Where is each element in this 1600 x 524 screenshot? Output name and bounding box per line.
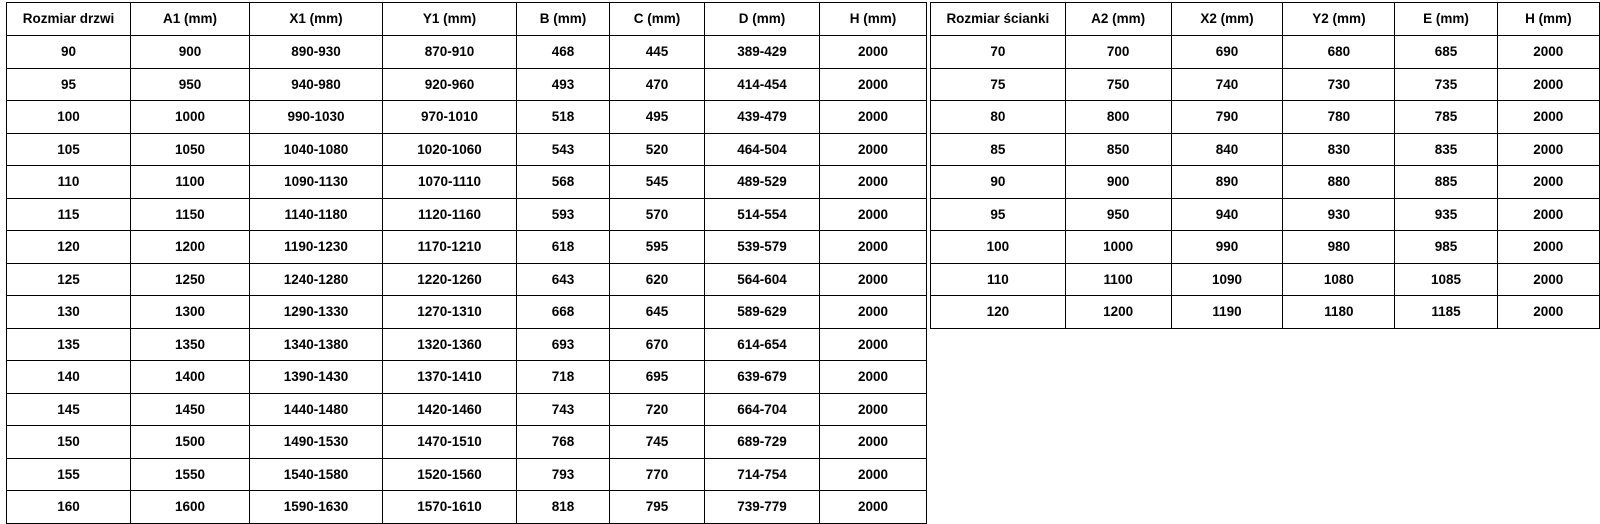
cell-size: 155: [7, 458, 131, 491]
cell-d: 389-429: [705, 36, 820, 69]
cell-a1: 950: [131, 68, 250, 101]
cell-x1: 940-980: [250, 68, 383, 101]
cell-d: 614-654: [705, 328, 820, 361]
cell-x1: 1290-1330: [250, 296, 383, 329]
cell-y2: 1080: [1283, 263, 1395, 296]
cell-c: 770: [610, 458, 705, 491]
cell-x2: 1190: [1171, 296, 1283, 329]
cell-a2: 700: [1065, 36, 1171, 69]
table-row: [931, 166, 1600, 199]
cell-h: 2000: [820, 296, 927, 329]
cell-h: 2000: [1497, 263, 1599, 296]
table-row: [7, 133, 927, 166]
cell-a1: 1450: [131, 393, 250, 426]
cell-d: 439-479: [705, 101, 820, 134]
cell-b: 618: [517, 231, 610, 264]
cell-h: 2000: [820, 198, 927, 231]
cell-h: 2000: [820, 361, 927, 394]
cell-size: 110: [7, 166, 131, 199]
table-row: [7, 198, 927, 231]
cell-d: 639-679: [705, 361, 820, 394]
cell-c: 720: [610, 393, 705, 426]
cell-a1: 1400: [131, 361, 250, 394]
cell-e: 685: [1395, 36, 1497, 69]
cell-size: 125: [7, 263, 131, 296]
cell-d: 464-504: [705, 133, 820, 166]
cell-x2: 740: [1171, 68, 1283, 101]
cell-d: 539-579: [705, 231, 820, 264]
cell-x1: 1190-1230: [250, 231, 383, 264]
wall-table-header: [931, 3, 1600, 36]
cell-a2: 1000: [1065, 231, 1171, 264]
cell-d: 414-454: [705, 68, 820, 101]
cell-x1: 1090-1130: [250, 166, 383, 199]
cell-x1: 1240-1280: [250, 263, 383, 296]
cell-a1: 1600: [131, 491, 250, 524]
cell-a1: 1250: [131, 263, 250, 296]
table-header-row: [931, 3, 1600, 36]
cell-x1: 1590-1630: [250, 491, 383, 524]
cell-x1: 1040-1080: [250, 133, 383, 166]
cell-e: 985: [1395, 231, 1497, 264]
cell-a1: 1200: [131, 231, 250, 264]
cell-size: 95: [7, 68, 131, 101]
cell-b: 818: [517, 491, 610, 524]
table-row: [7, 231, 927, 264]
cell-y1: 1420-1460: [383, 393, 517, 426]
cell-h: 2000: [820, 68, 927, 101]
table-row: [931, 263, 1600, 296]
cell-c: 470: [610, 68, 705, 101]
cell-a1: 1550: [131, 458, 250, 491]
table-row: [7, 491, 927, 524]
table-row: [931, 101, 1600, 134]
wall-panel-size-table: [930, 2, 1600, 329]
column-header-a1: A1 (mm): [131, 3, 250, 36]
cell-size: 105: [7, 133, 131, 166]
cell-c: 670: [610, 328, 705, 361]
cell-a1: 1300: [131, 296, 250, 329]
cell-e: 1085: [1395, 263, 1497, 296]
cell-c: 645: [610, 296, 705, 329]
cell-e: 835: [1395, 133, 1497, 166]
cell-a1: 1000: [131, 101, 250, 134]
cell-x1: 1140-1180: [250, 198, 383, 231]
cell-y1: 920-960: [383, 68, 517, 101]
cell-y1: 1470-1510: [383, 426, 517, 459]
cell-h: 2000: [1497, 296, 1599, 329]
cell-size: 130: [7, 296, 131, 329]
cell-x2: 940: [1171, 198, 1283, 231]
cell-y2: 880: [1283, 166, 1395, 199]
cell-a1: 1500: [131, 426, 250, 459]
cell-e: 1185: [1395, 296, 1497, 329]
cell-b: 718: [517, 361, 610, 394]
cell-c: 620: [610, 263, 705, 296]
cell-y1: 1020-1060: [383, 133, 517, 166]
cell-a2: 900: [1065, 166, 1171, 199]
cell-y2: 730: [1283, 68, 1395, 101]
wall-table-body: [931, 36, 1600, 329]
cell-y1: 1570-1610: [383, 491, 517, 524]
cell-h: 2000: [1497, 68, 1599, 101]
cell-h: 2000: [820, 426, 927, 459]
cell-size: 95: [931, 198, 1066, 231]
table-row: [7, 328, 927, 361]
cell-size: 120: [7, 231, 131, 264]
cell-size: 100: [931, 231, 1066, 264]
cell-size: 150: [7, 426, 131, 459]
cell-x1: 1490-1530: [250, 426, 383, 459]
cell-c: 445: [610, 36, 705, 69]
cell-size: 70: [931, 36, 1066, 69]
cell-size: 140: [7, 361, 131, 394]
cell-c: 695: [610, 361, 705, 394]
cell-e: 785: [1395, 101, 1497, 134]
cell-a1: 1050: [131, 133, 250, 166]
table-row: [931, 36, 1600, 69]
cell-size: 160: [7, 491, 131, 524]
column-header-x1: X1 (mm): [250, 3, 383, 36]
cell-y1: 1070-1110: [383, 166, 517, 199]
cell-b: 643: [517, 263, 610, 296]
cell-x1: 1390-1430: [250, 361, 383, 394]
cell-size: 115: [7, 198, 131, 231]
cell-h: 2000: [1497, 133, 1599, 166]
table-row: [7, 101, 927, 134]
cell-x1: 1540-1580: [250, 458, 383, 491]
cell-size: 90: [931, 166, 1066, 199]
cell-y1: 1370-1410: [383, 361, 517, 394]
cell-y1: 970-1010: [383, 101, 517, 134]
table-row: [931, 133, 1600, 166]
cell-a2: 850: [1065, 133, 1171, 166]
table-row: [931, 296, 1600, 329]
cell-x2: 790: [1171, 101, 1283, 134]
cell-a2: 1200: [1065, 296, 1171, 329]
door-size-table: [6, 2, 927, 524]
cell-b: 768: [517, 426, 610, 459]
cell-h: 2000: [820, 458, 927, 491]
column-header-a2: A2 (mm): [1065, 3, 1171, 36]
cell-size: 80: [931, 101, 1066, 134]
table-row: [7, 36, 927, 69]
cell-x2: 690: [1171, 36, 1283, 69]
table-row: [7, 68, 927, 101]
table-row: [7, 426, 927, 459]
cell-a1: 1150: [131, 198, 250, 231]
cell-d: 689-729: [705, 426, 820, 459]
cell-b: 468: [517, 36, 610, 69]
cell-b: 593: [517, 198, 610, 231]
column-header-rozmiar-drzwi: Rozmiar drzwi: [7, 3, 131, 36]
cell-c: 545: [610, 166, 705, 199]
cell-a1: 1100: [131, 166, 250, 199]
cell-b: 493: [517, 68, 610, 101]
cell-b: 743: [517, 393, 610, 426]
cell-d: 589-629: [705, 296, 820, 329]
cell-size: 75: [931, 68, 1066, 101]
cell-c: 520: [610, 133, 705, 166]
cell-a2: 800: [1065, 101, 1171, 134]
cell-size: 120: [931, 296, 1066, 329]
column-header-y2: Y2 (mm): [1283, 3, 1395, 36]
cell-a1: 900: [131, 36, 250, 69]
cell-x2: 890: [1171, 166, 1283, 199]
cell-x2: 840: [1171, 133, 1283, 166]
cell-h: 2000: [820, 231, 927, 264]
cell-x1: 990-1030: [250, 101, 383, 134]
cell-h: 2000: [820, 328, 927, 361]
cell-y1: 870-910: [383, 36, 517, 69]
column-header-d: D (mm): [705, 3, 820, 36]
cell-e: 935: [1395, 198, 1497, 231]
cell-x2: 990: [1171, 231, 1283, 264]
cell-y1: 1520-1560: [383, 458, 517, 491]
cell-size: 85: [931, 133, 1066, 166]
cell-d: 739-779: [705, 491, 820, 524]
cell-h: 2000: [820, 133, 927, 166]
cell-b: 793: [517, 458, 610, 491]
cell-h: 2000: [1497, 198, 1599, 231]
cell-y1: 1170-1210: [383, 231, 517, 264]
cell-y2: 830: [1283, 133, 1395, 166]
cell-x1: 1340-1380: [250, 328, 383, 361]
cell-h: 2000: [1497, 166, 1599, 199]
cell-y1: 1270-1310: [383, 296, 517, 329]
cell-h: 2000: [820, 36, 927, 69]
table-header-row: [7, 3, 927, 36]
cell-a2: 750: [1065, 68, 1171, 101]
cell-h: 2000: [1497, 231, 1599, 264]
cell-a2: 1100: [1065, 263, 1171, 296]
door-table-header: [7, 3, 927, 36]
column-header-e: E (mm): [1395, 3, 1497, 36]
column-header-b: B (mm): [517, 3, 610, 36]
table-row: [7, 263, 927, 296]
column-header-h: H (mm): [1497, 3, 1599, 36]
cell-x2: 1090: [1171, 263, 1283, 296]
column-header-x2: X2 (mm): [1171, 3, 1283, 36]
cell-a1: 1350: [131, 328, 250, 361]
cell-size: 145: [7, 393, 131, 426]
cell-d: 489-529: [705, 166, 820, 199]
cell-d: 564-604: [705, 263, 820, 296]
table-row: [931, 68, 1600, 101]
door-table-body: [7, 36, 927, 524]
cell-c: 570: [610, 198, 705, 231]
cell-y1: 1120-1160: [383, 198, 517, 231]
cell-d: 714-754: [705, 458, 820, 491]
column-header-y1: Y1 (mm): [383, 3, 517, 36]
cell-b: 568: [517, 166, 610, 199]
cell-y2: 680: [1283, 36, 1395, 69]
cell-h: 2000: [1497, 36, 1599, 69]
cell-c: 745: [610, 426, 705, 459]
cell-h: 2000: [820, 101, 927, 134]
table-row: [931, 198, 1600, 231]
cell-b: 668: [517, 296, 610, 329]
cell-y1: 1220-1260: [383, 263, 517, 296]
table-row: [7, 166, 927, 199]
cell-h: 2000: [820, 393, 927, 426]
table-row: [7, 296, 927, 329]
column-header-h: H (mm): [820, 3, 927, 36]
cell-size: 110: [931, 263, 1066, 296]
cell-y2: 1180: [1283, 296, 1395, 329]
cell-d: 664-704: [705, 393, 820, 426]
table-row: [931, 231, 1600, 264]
table-row: [7, 393, 927, 426]
column-header-rozmiar-scianki: Rozmiar ścianki: [931, 3, 1066, 36]
cell-c: 795: [610, 491, 705, 524]
cell-h: 2000: [820, 166, 927, 199]
table-row: [7, 361, 927, 394]
cell-b: 543: [517, 133, 610, 166]
cell-e: 885: [1395, 166, 1497, 199]
cell-y2: 930: [1283, 198, 1395, 231]
cell-a2: 950: [1065, 198, 1171, 231]
cell-e: 735: [1395, 68, 1497, 101]
cell-size: 135: [7, 328, 131, 361]
cell-c: 495: [610, 101, 705, 134]
cell-y2: 780: [1283, 101, 1395, 134]
cell-y1: 1320-1360: [383, 328, 517, 361]
column-header-c: C (mm): [610, 3, 705, 36]
cell-b: 518: [517, 101, 610, 134]
cell-size: 100: [7, 101, 131, 134]
cell-x1: 890-930: [250, 36, 383, 69]
cell-d: 514-554: [705, 198, 820, 231]
cell-b: 693: [517, 328, 610, 361]
cell-y2: 980: [1283, 231, 1395, 264]
cell-h: 2000: [1497, 101, 1599, 134]
cell-x1: 1440-1480: [250, 393, 383, 426]
table-row: [7, 458, 927, 491]
cell-size: 90: [7, 36, 131, 69]
cell-h: 2000: [820, 491, 927, 524]
cell-c: 595: [610, 231, 705, 264]
cell-h: 2000: [820, 263, 927, 296]
